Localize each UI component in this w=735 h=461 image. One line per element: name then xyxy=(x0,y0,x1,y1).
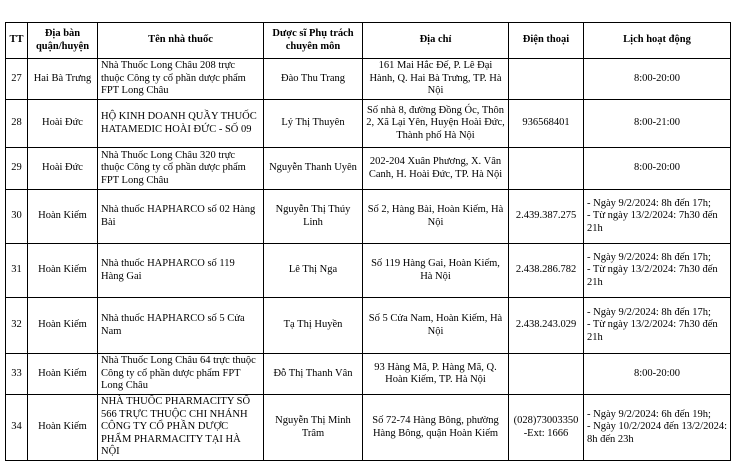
table-row xyxy=(6,59,731,100)
row-schedule xyxy=(584,148,731,190)
row-district: Hai Bà Trưng xyxy=(28,59,98,100)
schedule-line: 8:00-20:00 xyxy=(633,162,681,174)
table-row xyxy=(6,100,731,148)
row-address: 93 Hàng Mã, P. Hàng Mã, Q. Hoàn Kiếm, TP. Hà Nội xyxy=(363,354,509,395)
schedule-line: 8:00-20:00 xyxy=(633,367,681,379)
row-pharmacist: Lê Thị Nga xyxy=(264,244,363,298)
table-row xyxy=(6,190,731,244)
row-pharmacist: Nguyễn Thanh Uyên xyxy=(264,148,363,190)
table-row xyxy=(6,395,731,461)
schedule-line: - Từ ngày 13/2/2024: 7h30 đến 21h xyxy=(587,264,718,288)
row-tt: 33 xyxy=(6,354,28,395)
row-phone xyxy=(509,354,584,395)
row-phone xyxy=(509,148,584,190)
row-district: Hoàn Kiếm xyxy=(28,190,98,244)
schedule-line: - Ngày 10/2/2024 đến 13/2/2024: 8h đến 23h xyxy=(587,421,727,445)
table-row xyxy=(6,244,731,298)
row-address: Số 5 Cửa Nam, Hoàn Kiếm, Hà Nội xyxy=(363,298,509,354)
row-district: Hoàn Kiếm xyxy=(28,298,98,354)
row-address: Số nhà 8, đường Đồng Óc, Thôn 2, Xã Lại Yên, Huyện Hoài Đức, Thành phố Hà Nội xyxy=(363,100,509,148)
table-header-row xyxy=(6,23,731,59)
row-pharmacist: Lý Thị Thuyên xyxy=(264,100,363,148)
row-schedule xyxy=(584,100,731,148)
row-district: Hoàn Kiếm xyxy=(28,395,98,461)
row-tt: 29 xyxy=(6,148,28,190)
header-schedule: Lịch hoạt động xyxy=(584,23,731,59)
row-pharmacy: HỘ KINH DOANH QUẦY THUỐC HATAMEDIC HOÀI ĐỨC - SỐ 09 xyxy=(98,100,264,148)
row-pharmacy: Nhà thuốc HAPHARCO số 119 Hàng Gai xyxy=(98,244,264,298)
row-tt: 32 xyxy=(6,298,28,354)
header-pharmacy: Tên nhà thuốc xyxy=(98,23,264,59)
table-row xyxy=(6,354,731,395)
row-district: Hoàn Kiếm xyxy=(28,244,98,298)
schedule-line: 8:00-20:00 xyxy=(633,72,681,84)
row-pharmacist: Tạ Thị Huyền xyxy=(264,298,363,354)
schedule-line: - Ngày 9/2/2024: 8h đến 17h; xyxy=(587,197,711,209)
schedule-line: - Từ ngày 13/2/2024: 7h30 đến 21h xyxy=(587,210,718,234)
row-pharmacy: NHÀ THUỐC PHARMACITY SỐ 566 TRỰC THUỘC CHI NHÁNH CÔNG TY CỔ PHẦN DƯỢC PHẨM PHARMACITY TẠI HÀ NỘI xyxy=(98,395,264,461)
row-district: Hoài Đức xyxy=(28,148,98,190)
row-pharmacy: Nhà Thuốc Long Châu 208 trực thuộc Công ty cổ phần dược phẩm FPT Long Châu xyxy=(98,59,264,100)
schedule-line: - Ngày 9/2/2024: 8h đến 17h; xyxy=(587,306,711,318)
row-pharmacy: Nhà thuốc HAPHARCO số 5 Cửa Nam xyxy=(98,298,264,354)
row-pharmacy: Nhà thuốc HAPHARCO số 02 Hàng Bài xyxy=(98,190,264,244)
schedule-line: - Từ ngày 13/2/2024: 7h30 đến 21h xyxy=(587,319,718,343)
row-pharmacy: Nhà Thuốc Long Châu 320 trực thuộc Công ty cổ phần dược phẩm FPT Long Châu xyxy=(98,148,264,190)
row-address: Số 72-74 Hàng Bông, phường Hàng Bông, quận Hoàn Kiếm xyxy=(363,395,509,461)
pharmacy-table xyxy=(5,22,731,461)
row-schedule xyxy=(584,190,731,244)
row-tt: 28 xyxy=(6,100,28,148)
row-schedule xyxy=(584,59,731,100)
row-schedule xyxy=(584,298,731,354)
schedule-line: 8:00-21:00 xyxy=(633,117,681,129)
row-pharmacy: Nhà Thuốc Long Châu 64 trực thuộc Công ty cổ phần dược phẩm FPT Long Châu xyxy=(98,354,264,395)
table-row xyxy=(6,298,731,354)
row-tt: 31 xyxy=(6,244,28,298)
row-tt: 27 xyxy=(6,59,28,100)
row-tt: 30 xyxy=(6,190,28,244)
header-address: Địa chỉ xyxy=(363,23,509,59)
row-pharmacist: Đào Thu Trang xyxy=(264,59,363,100)
schedule-line: - Ngày 9/2/2024: 8h đến 17h; xyxy=(587,251,711,263)
row-district: Hoài Đức xyxy=(28,100,98,148)
schedule-line: - Ngày 9/2/2024: 6h đến 19h; xyxy=(587,408,711,420)
row-pharmacist: Nguyễn Thị Minh Trâm xyxy=(264,395,363,461)
row-tt: 34 xyxy=(6,395,28,461)
header-tt: TT xyxy=(6,23,28,59)
header-phone: Điện thoại xyxy=(509,23,584,59)
row-phone: (028)73003350-Ext: 1666 xyxy=(509,395,584,461)
row-pharmacist: Nguyễn Thị Thúy Linh xyxy=(264,190,363,244)
header-district: Địa bàn quận/huyện xyxy=(28,23,98,59)
row-phone: 2.439.387.275 xyxy=(509,190,584,244)
row-phone xyxy=(509,59,584,100)
row-schedule xyxy=(584,354,731,395)
table-row xyxy=(6,148,731,190)
row-address: 161 Mai Hắc Đế, P. Lê Đại Hành, Q. Hai Bà Trưng, TP. Hà Nội xyxy=(363,59,509,100)
row-address: Số 119 Hàng Gai, Hoàn Kiếm, Hà Nội xyxy=(363,244,509,298)
row-address: 202-204 Xuân Phương, X. Vân Canh, H. Hoài Đức, TP. Hà Nội xyxy=(363,148,509,190)
row-pharmacist: Đỗ Thị Thanh Vân xyxy=(264,354,363,395)
row-district: Hoàn Kiếm xyxy=(28,354,98,395)
row-schedule xyxy=(584,395,731,461)
row-phone: 2.438.286.782 xyxy=(509,244,584,298)
header-pharmacist: Dược sĩ Phụ trách chuyên môn xyxy=(264,23,363,59)
row-phone: 936568401 xyxy=(509,100,584,148)
row-address: Số 2, Hàng Bài, Hoàn Kiếm, Hà Nội xyxy=(363,190,509,244)
row-phone: 2.438.243.029 xyxy=(509,298,584,354)
row-schedule xyxy=(584,244,731,298)
